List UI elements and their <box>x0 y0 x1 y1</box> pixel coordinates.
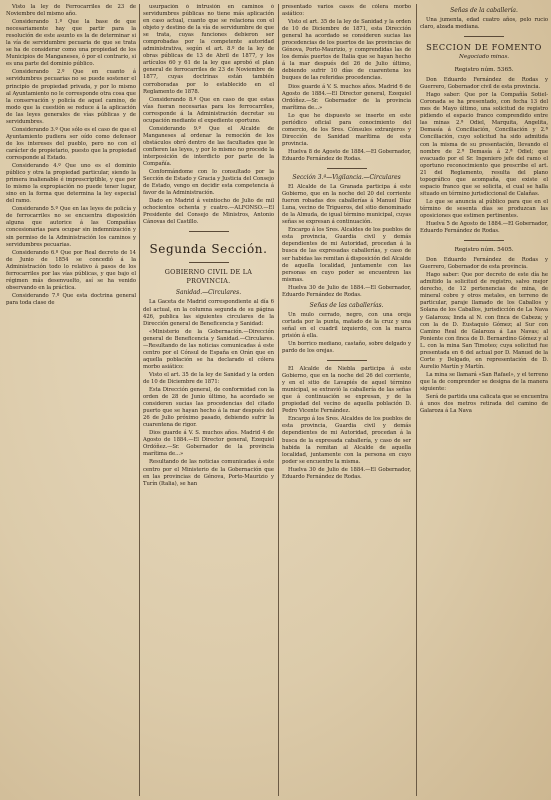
paragraph: presentado varios casos de cólera morbo asiático: <box>282 4 411 18</box>
paragraph: Encargo á los Sres. Alcaldes de los pueblos de esta provincia, Guardia civil y demás dependientes de mi Autoridad, procedan á la busca de las expresadas caballerías, y caso de ser habidas las remitan á disposición del Alcalde de aquella localidad, juntamente con las personas en cuyo poder se encuentren las mismas. <box>282 227 411 283</box>
paragraph: Encargo á los Sres. Alcaldes de los pueblos de esta provincia, Guardia civil y demás dependientes de mi Autoridad, procedan á la busca de la expresada caballería, y caso de ser habida la remitan al Alcalde de aquella localidad, juntamente con la persona en cuyo poder se encuentre la misma. <box>282 416 411 465</box>
column-2 <box>143 4 274 796</box>
paragraph: Considerando 4.º Que uno es el dominio público y otra la propiedad particular, siendo la primera inalienable é imprescriptible, y que por lo mismo la expropiación no puede tener lugar, sino en la forma que determina la ley especial del ramo. <box>6 163 136 205</box>
registro-heading: Registro núm. 5405. <box>454 247 514 254</box>
section-divider <box>189 262 229 263</box>
paragraph: usurpación ó intrusión en caminos ó servidumbres públicas no tiene más aplicación en caso actual, cuanto que se relaciona con el objeto y destino de la vía de servidumbre de que se trata, cuyas funciones debieron ser comprobadas por la competente autoridad administrativa, según el art. 8.º de la ley de obras públicas de 13 de Abril de 1877, y los artículos 60 y 61 de la ley que aprobó el plan general de ferrocarriles de 23 de Noviembre de 1877, cuyas doctrinas están también corroboradas por lo establecido en el Reglamento de 1878. <box>143 4 274 95</box>
paragraph: Considerando 3.º Que sólo es el caso de que el Ayuntamiento pudiera ser oído como defensor de los intereses del pueblo, pero no con el carácter de propietario, puesto que la propiedad corresponde al Estado. <box>6 126 136 161</box>
paragraph: Visto la ley de Ferrocarriles de 23 de Noviembre del mismo año. <box>6 4 136 18</box>
paragraph: Será de partida una calicata que se encuentra á unos dos metros retirada del camino de Galaroza á La Nava <box>420 394 548 415</box>
paragraph: Considerando 1.º Que la base de que necesariamente hay que partir para la resolución de este asunto es la de determinar si la vía de servidumbre pecuaria de que se trata se ha de considerar como una propiedad de los Municipios de Manganeses, ó por el contrario, si es una parte del dominio público. <box>6 19 136 68</box>
paragraph: Un mulo cerrado, negro, con una oreja cortada por la punta, matado de la cruz y una señal en el cuadril izquierdo, con la marca prisión á ella. <box>282 311 411 339</box>
paragraph: Dios guarde á V. S. muchos años. Madrid 6 de Agosto de 1884.—El Director general, Ezequiel Ordóñez.—Sr. Gobernador de la provincia marítima de...» <box>282 83 411 111</box>
paragraph: Dios guarde á V. S. muchos años. Madrid 4 de Agosto de 1884.—El Director general, Ezequiel Ordóñez.—Sr. Gobernador de la provincia marítima de...» <box>143 430 274 458</box>
paragraph: Don Eduardo Fernández de Rodas y Guerrero, Gobernador de esta provincia. <box>420 257 548 271</box>
paragraph: Huelva 30 de Julio de 1884.—El Gobernador, Eduardo Fernández de Rodas. <box>282 466 411 480</box>
paragraph: Considerando 6.º Que por Real decreto de 14 de Junio de 1854 se concedió á la Administración todo lo relativo á pasos de los ferrocarriles por las vías públicas, y que bajo el régimen más desenvuelto, así se ha venido observando en la práctica. <box>6 249 136 291</box>
paragraph: Esta Dirección general, de conformidad con la orden de 28 de Junio último, ha acordado se consideren sucias las procedencias del citado puerto que se hayan hecho á la mar después del 26 de Julio próximo pasado, debiendo sufrir la cuarentena de rigor. <box>143 387 274 429</box>
paragraph: Visto el art. 35 de la ley de Sanidad y la orden de 10 de Diciembre de 1871, esta Dirección general ha acordado se consideren sucias las procedencias de los puertos de las provincias de Génova, Porto-Maurizio, y comprendidas las de los demás puertos de Italia que se hayan hecho á la mar después del 26 de Julio último, debiendo sufrir 10 días de cuarentena los buques de las referidas procedencias. <box>282 19 411 82</box>
paragraph: Considerando 7.º Que esta doctrina general para toda clase de <box>6 292 136 306</box>
sub-heading: Sanidad.—Circulares. <box>175 289 242 297</box>
column-divider <box>139 4 140 796</box>
section-divider <box>327 360 367 361</box>
section-divider <box>464 240 504 241</box>
column-divider <box>278 4 279 796</box>
paragraph: Hago saber: Que por decreto de este día he admitido la solicitud de registro, salvo mejor derecho, de 12 pertenencias de mina, de mineral cobre y otros metales, en terreno de particular, paraje llamado de los Caballos y Solana de los Caballos, jurisdicción de La Nava y Galaroza; linda al N. con finca de Cabeza; y con la de D. Eustaquio Gómez; al Sur con Camino Real de Galaroza á Las Navas; al Poniente con finca de D. Bernardino Gómez y al L. con la mina San Timoteo; cuya solicitud fue presentada en 6 del actual por D. Manuel de la Corte y Delgado, en representación de D. Aurelio Martín y Martín. <box>420 272 548 370</box>
paragraph: Huelva 5 de Agosto de 1884.—El Gobernador, Eduardo Fernández de Rodas. <box>420 221 548 235</box>
column-divider <box>416 4 417 796</box>
senas-heading: Señas de las caballerías. <box>309 301 384 309</box>
column-3 <box>282 4 411 796</box>
paragraph: Un borrico mediano, castaño, sobre delgado y pardo de los orejas. <box>282 340 411 355</box>
paragraph: Huelva 8 de Agosto de 1884.—El Gobernador, Eduardo Fernández de Rodas. <box>282 148 411 162</box>
section-divider <box>464 36 504 37</box>
paragraph: Lo que se anuncia al público para que en el término de sesenta días se produzcan las oposiciones que estimen pertinentes. <box>420 198 548 219</box>
section-title: Segunda Sección. <box>149 242 268 257</box>
section-divider <box>327 168 367 169</box>
section-divider <box>189 231 229 232</box>
paragraph: La Gaceta de Madrid correspondiente al día 6 del actual, en la columna segunda de su página 426, publica las siguientes circulares de la Dirección general de Beneficencia y Sanidad: <box>143 299 274 327</box>
paragraph: Visto el art. 35 de la ley de Sanidad y la orden de 10 de Diciembre de 1871: <box>143 371 274 385</box>
paragraph: El Alcalde de La Granada participa á este Gobierno, que en la noche del 20 del corriente fueron robadas dos caballerías á Manuel Díaz Luna, vecino de Trigueros, del sitio denominado de la Almuda, de igual término municipal, cuyas señas se expresan á continuación. <box>282 184 411 226</box>
paragraph: Huelva 30 de Julio de 1884.—El Gobernador, Eduardo Fernández de Rodas. <box>282 284 411 298</box>
column-4 <box>420 4 548 796</box>
paragraph: «Ministerio de la Gobernación.—Dirección general de Beneficencia y Sanidad.—Circulares.—Resultando de las noticias comunicadas á este centro por el Cónsul de España en Orán que en aquella población se ha declarado el cólera morbo asiático: <box>143 328 274 370</box>
section-heading: GOBIERNO CIVIL DE LA PROVINCIA. <box>164 268 253 286</box>
paragraph: Dado en Madrid á veintiocho de Julio de mil ochocientos ochenta y cuatro.—ALFONSO.—El Presidente del Consejo de Ministros, Antonio Cánovas del Castillo. <box>143 198 274 226</box>
fomento-subtitle: Negociado minas. <box>458 54 510 61</box>
registro-heading: Registro núm. 5365. <box>454 67 514 74</box>
paragraph: El Alcalde de Niebla participa á este Gobierno, que en la noche del 26 del corriente, y en el sitio de Lavapiés de aquel término municipal, se extravió la caballería de las señas que á continuación se expresan, y de la propiedad del vecino de aquella población D. Pedro Vicente Fernández. <box>282 366 411 415</box>
paragraph: Considerando 2.º Que en cuanto á servidumbres pecuarias no se puede sostener el principio de propiedad privada, y por lo mismo al Ayuntamiento no le corresponde otra cosa que la conservación y policía de aquel camino, de modo que la cuestión se reduce á la aplicación de las leyes generales de vías públicas y de servidumbres. <box>6 69 136 125</box>
fomento-title: SECCION DE FOMENTO <box>426 42 542 53</box>
paragraph: Lo que he dispuesto se inserte en este periódico oficial para conocimiento del comercio, de los Sres. Cónsules extranjeros y Dirección de Sanidad marítima de esta provincia. <box>282 112 411 147</box>
vigilancia-heading: Sección 3.ª—Vigilancia.—Circulares <box>292 174 401 182</box>
paragraph: Hago saber: Que por la Compañía Sotiel-Coronada se ha presentado, con fecha 13 del mes de Mayo último, una solicitud de registro pidiendo el espacio franco comprendido entre las minas 2.ª Odiel, Marquita, Angelita, Demasía á Conciliación, Conciliación y 2.ª Conciliación, cuyo solicitud ha sido admitida con la misma de su presentación, llevando el nombre de 2.ª Demasía á 2.ª Odiel; que evacuado por el Sr. Ingeniero jefe del ramo el oportuno reconocimiento que prescribe el art. 21 del Reglamento, resulta del plano topográfico que acompaña, que existe el espacio franco que se solicita, el cual se halla situado en término jurisdiccional de Calañas. <box>420 92 548 197</box>
paragraph: Considerando 9.º Que el Alcalde de Manganeses al ordenar la remoción de los obstáculos obró dentro de las facultades que le confieren las leyes, y por lo mismo no procede la interposición de interdicto por parte de la Compañía. <box>143 125 274 168</box>
paragraph: Resultando de las noticias comunicadas á este centro por el Ministerio de la Gobernación que en las provincias de Génova, Porto-Maurizio y Turín (Italia), se han <box>143 459 274 487</box>
column-1 <box>6 4 136 796</box>
paragraph: Don Eduardo Fernández de Rodas y Guerrero, Gobernador civil de esta provincia. <box>420 77 548 91</box>
paragraph: La mina se llamará «San Rafael», y el terreno que la de comprender se designa de la manera siguiente: <box>420 371 548 392</box>
paragraph: Considerando 5.º Que en las leyes de policía y de ferrocarriles no se encuentra disposición alguna que autorice á las Compañías concesionarias para ocupar sin indemnización y sin permiso de la Administración los caminos y servidumbres pecuarias. <box>6 206 136 248</box>
senas-heading: Señas de la caballería. <box>450 7 518 14</box>
paragraph: Una jumenta, edad cuatro años, pelo rucio claro, alzada mediana. <box>420 17 548 31</box>
paragraph: Considerando 8.º Que en caso de que estas vías fueran necesarias para los ferrocarriles, corresponde á la Administración decretar su ocupación mediante el expediente oportuno. <box>143 96 274 124</box>
paragraph: Conformándome con lo consultado por la Sección de Estado y Gracia y Justicia del Consejo de Estado, vengo en decidir esta competencia á favor de la Administración. <box>143 169 274 197</box>
